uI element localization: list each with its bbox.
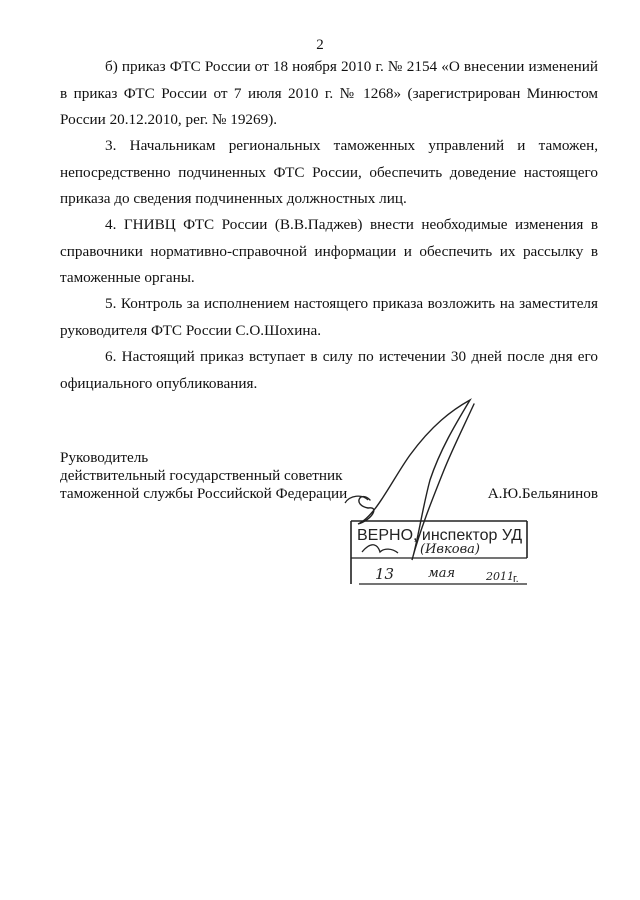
paragraph-item-3: 3. Начальникам региональных таможенных управлений и таможен, непосредственно подчиненных ФТС России, обеспечить доведение настоящего приказа до сведения подчиненных должностных лиц. [60,137,598,207]
stamp-handwritten-name: (Ивкова) [420,542,480,557]
paragraph-item-6: 6. Настоящий приказ вступает в силу по истечении 30 дней после дня его официального опубликования. [60,348,598,392]
stamp-month: мая [428,566,456,581]
certification-stamp [351,521,527,585]
signatory-title-line2: действительный государственный советник [60,467,343,484]
signer-name: А.Ю.Бельянинов [487,485,598,502]
stamp-year: 2011 [486,570,514,583]
signatory-title-line3: таможенной службы Российской Федерации [60,485,348,502]
paragraph-item-4: 4. ГНИВЦ ФТС России (В.В.Паджев) внести необходимые изменения в справочники нормативно-справочной информации и обеспечить их рассылку в таможенные органы. [60,216,598,286]
paragraph-item-b: б) приказ ФТС России от 18 ноября 2010 г. № 2154 «О внесении изменений в приказ ФТС России от 7 июля 2010 г. № 1268» (зарегистрирован Минюстом России 20.12.2010, рег. № 19269). [60,58,598,128]
stamp-year-suffix: г. [513,573,519,585]
paragraph-item-5: 5. Контроль за исполнением настоящего приказа возложить на заместителя руководителя ФТС России С.О.Шохина. [60,295,598,339]
signatory-title-line1: Руководитель [60,449,149,466]
stamp-verified-text: ВЕРНО, инспектор УД [357,527,523,544]
page-number: 2 [316,37,324,53]
stamp-day: 13 [375,565,395,583]
